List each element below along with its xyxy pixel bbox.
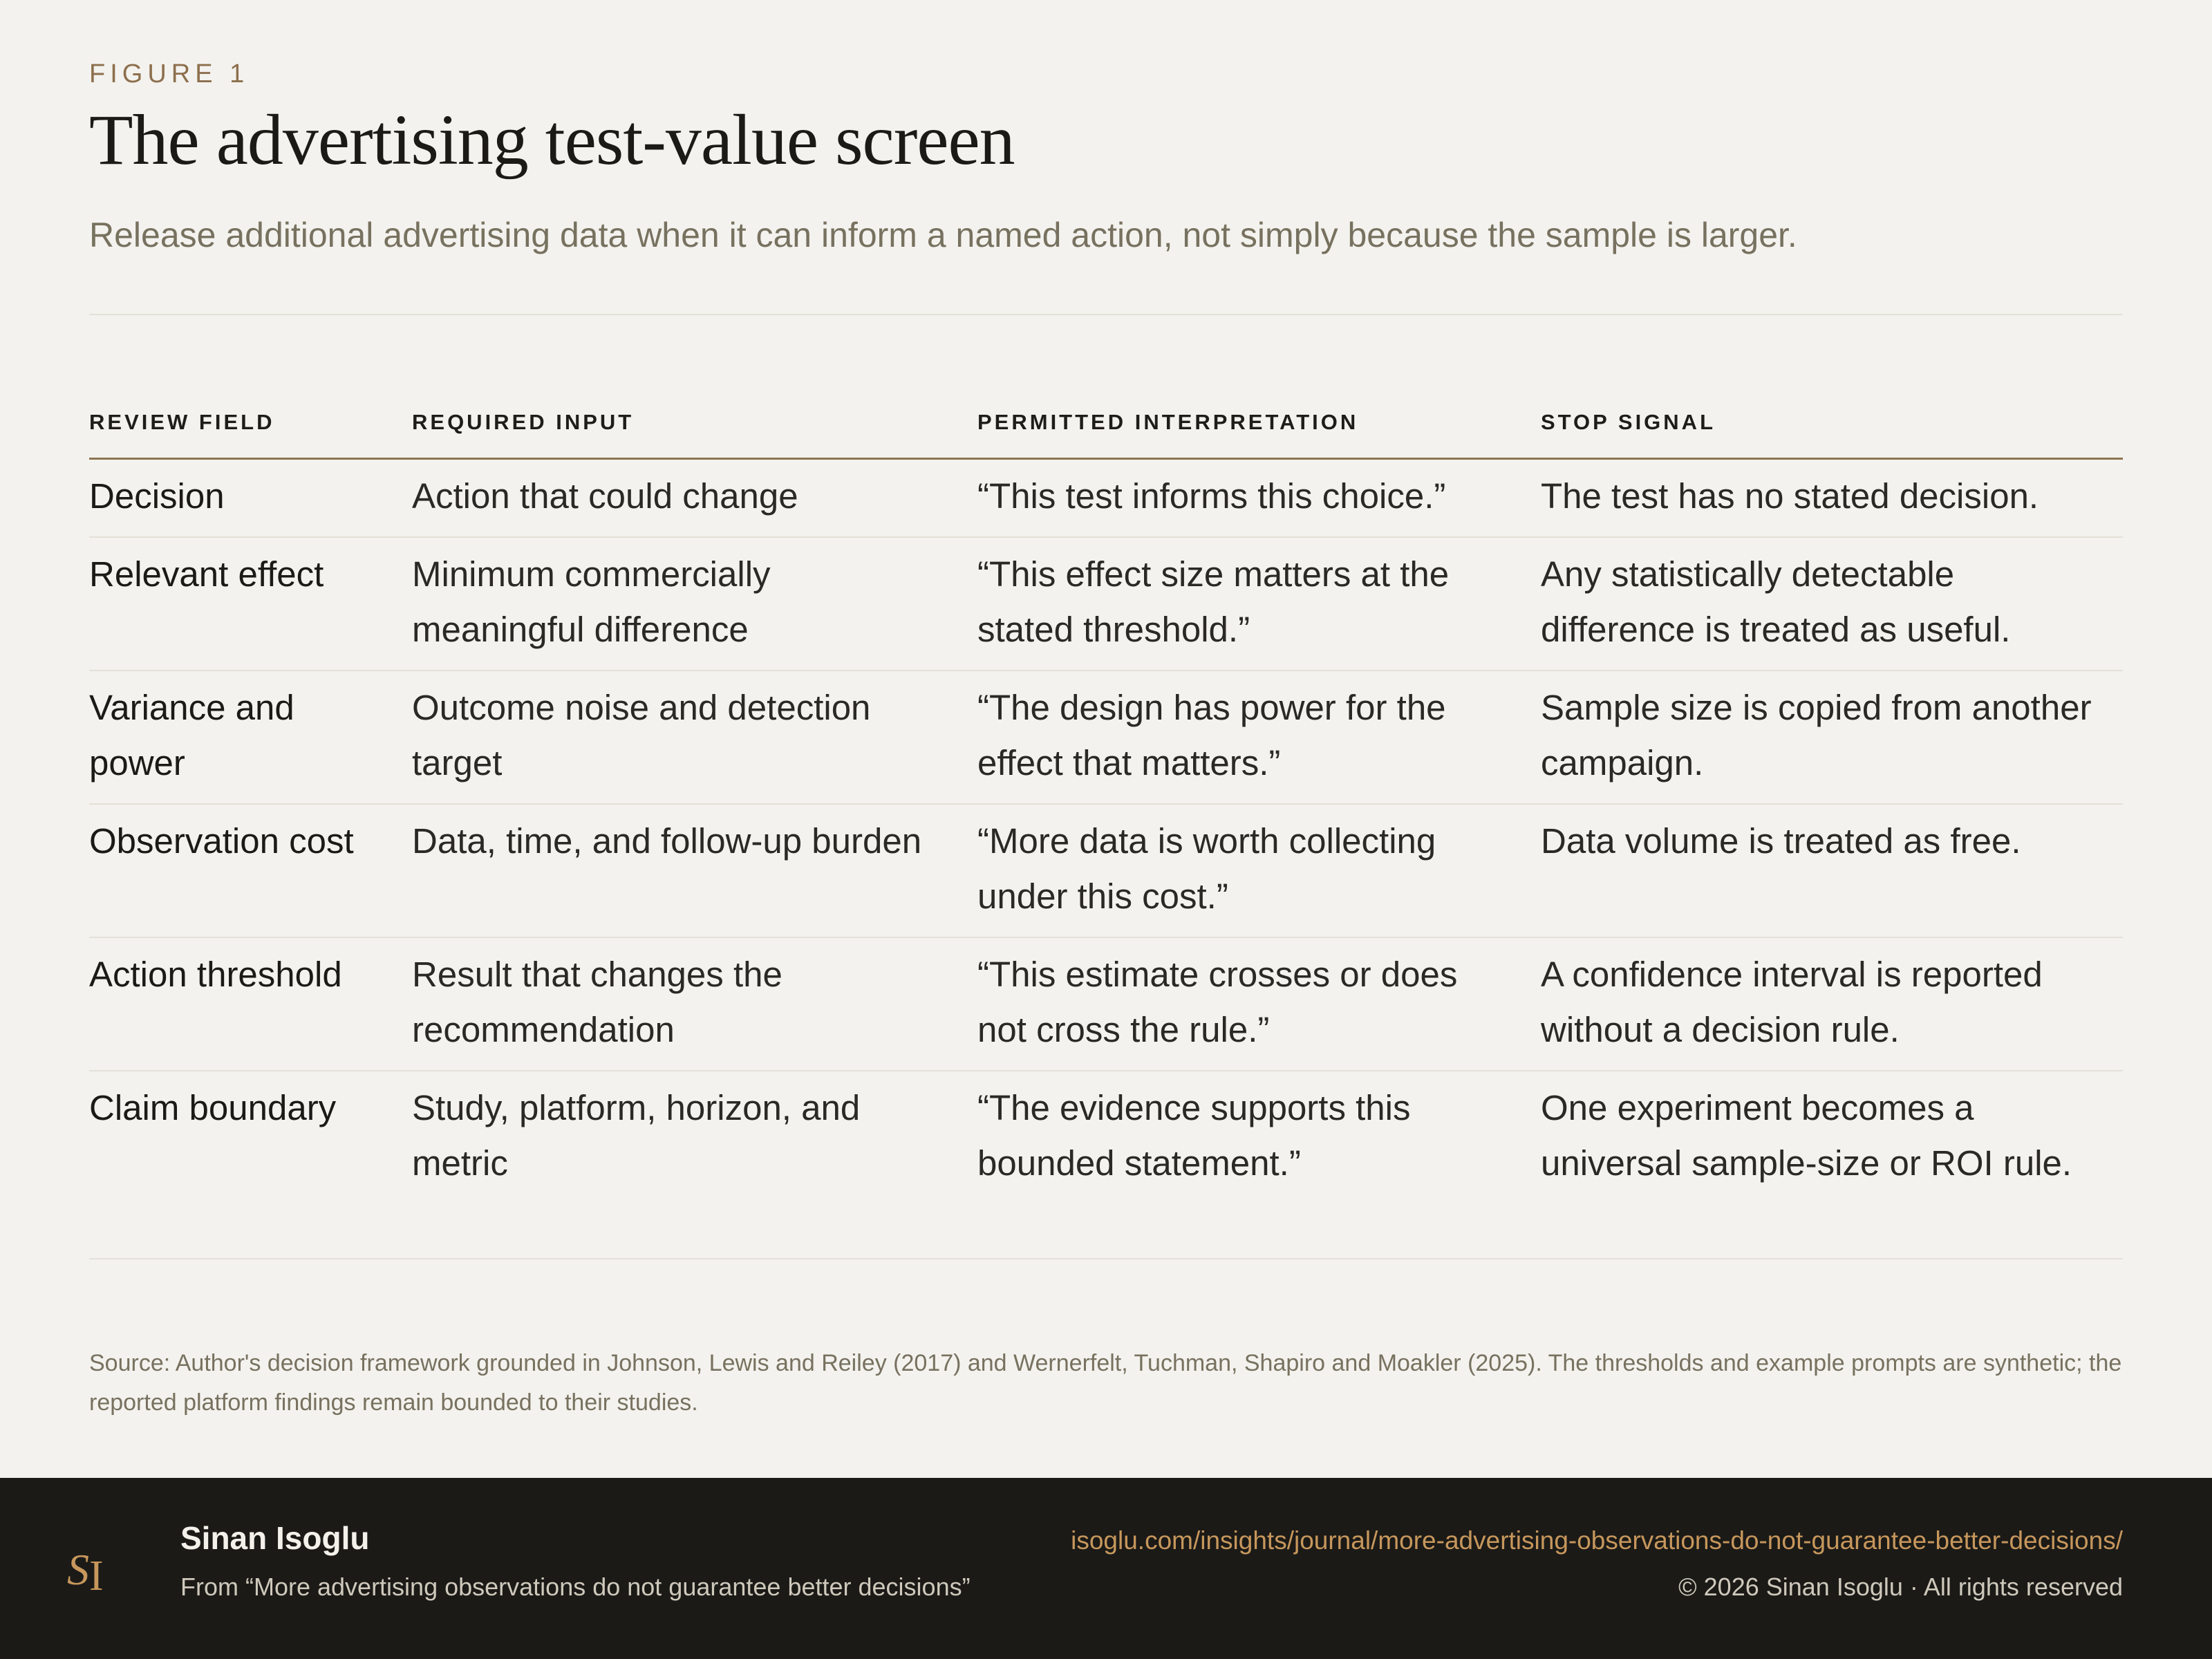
article-reference: From “More advertising observations do not guarantee better decisions” bbox=[180, 1573, 971, 1601]
svg-text:I: I bbox=[89, 1553, 104, 1597]
row-required-input: Minimum commercially meaningful difference bbox=[412, 554, 771, 649]
row-stop-signal: The test has no stated decision. bbox=[1541, 476, 2039, 516]
si-monogram-icon bbox=[64, 1541, 117, 1597]
header-required-input: REQUIRED INPUT bbox=[412, 410, 635, 434]
table-row bbox=[89, 460, 2123, 538]
row-interpretation: “This effect size matters at the stated threshold.” bbox=[977, 554, 1450, 649]
table-row bbox=[89, 671, 2123, 805]
row-stop-signal: A confidence interval is reported without a decision rule. bbox=[1541, 955, 2043, 1049]
row-stop-signal: Sample size is copied from another campaign. bbox=[1541, 688, 2092, 782]
row-field: Claim boundary bbox=[89, 1088, 337, 1127]
article-link[interactable]: isoglu.com/insights/journal/more-advertising-observations-do-not-guarantee-better-decisions/ bbox=[1071, 1526, 2123, 1555]
row-field: Observation cost bbox=[89, 821, 354, 861]
row-field: Variance and power bbox=[89, 688, 294, 782]
row-stop-signal: One experiment becomes a universal sample-size or ROI rule. bbox=[1541, 1088, 2072, 1183]
row-field: Action threshold bbox=[89, 955, 342, 994]
row-required-input: Result that changes the recommendation bbox=[412, 955, 782, 1049]
footer bbox=[0, 1478, 2212, 1659]
page-subtitle: Release additional advertising data when it can inform a named action, not simply because the sample is larger. bbox=[89, 216, 1797, 254]
svg-text:S: S bbox=[67, 1545, 89, 1594]
row-required-input: Outcome noise and detection target bbox=[412, 688, 871, 782]
header-stop-signal: STOP SIGNAL bbox=[1541, 410, 1716, 434]
row-stop-signal: Any statistically detectable difference is treated as useful. bbox=[1541, 554, 2011, 649]
table-row bbox=[89, 938, 2123, 1071]
row-interpretation: “The evidence supports this bounded statement.” bbox=[977, 1088, 1411, 1183]
header-review-field: REVIEW FIELD bbox=[89, 410, 275, 434]
row-interpretation: “The design has power for the effect that matters.” bbox=[977, 688, 1446, 782]
table-row bbox=[89, 538, 2123, 671]
row-required-input: Data, time, and follow-up burden bbox=[412, 821, 922, 861]
table-row bbox=[89, 805, 2123, 938]
divider bbox=[89, 314, 2123, 315]
row-interpretation: “More data is worth collecting under this cost.” bbox=[977, 821, 1436, 916]
row-required-input: Action that could change bbox=[412, 476, 798, 516]
copyright: © 2026 Sinan Isoglu · All rights reserved bbox=[1678, 1573, 2123, 1601]
row-field: Decision bbox=[89, 476, 225, 516]
figure-label: FIGURE 1 bbox=[89, 59, 250, 88]
row-interpretation: “This test informs this choice.” bbox=[977, 476, 1446, 516]
header-permitted-interpretation: PERMITTED INTERPRETATION bbox=[977, 410, 1359, 434]
row-stop-signal: Data volume is treated as free. bbox=[1541, 821, 2021, 861]
row-required-input: Study, platform, horizon, and metric bbox=[412, 1088, 861, 1183]
row-interpretation: “This estimate crosses or does not cross the rule.” bbox=[977, 955, 1458, 1049]
source-note: Source: Author's decision framework grounded in Johnson, Lewis and Reiley (2017) and Wernerfelt, Tuchman, Shapiro and Moakler (2025). The thresholds and example prompts are synthetic; the reported platform findings remain bounded to their studies. bbox=[89, 1350, 2122, 1416]
author-name: Sinan Isoglu bbox=[180, 1520, 370, 1556]
row-field: Relevant effect bbox=[89, 554, 324, 594]
table-row bbox=[89, 1071, 2123, 1259]
table-header bbox=[89, 404, 2123, 460]
review-table bbox=[89, 404, 2123, 1259]
page-title: The advertising test-value screen bbox=[89, 100, 1015, 180]
